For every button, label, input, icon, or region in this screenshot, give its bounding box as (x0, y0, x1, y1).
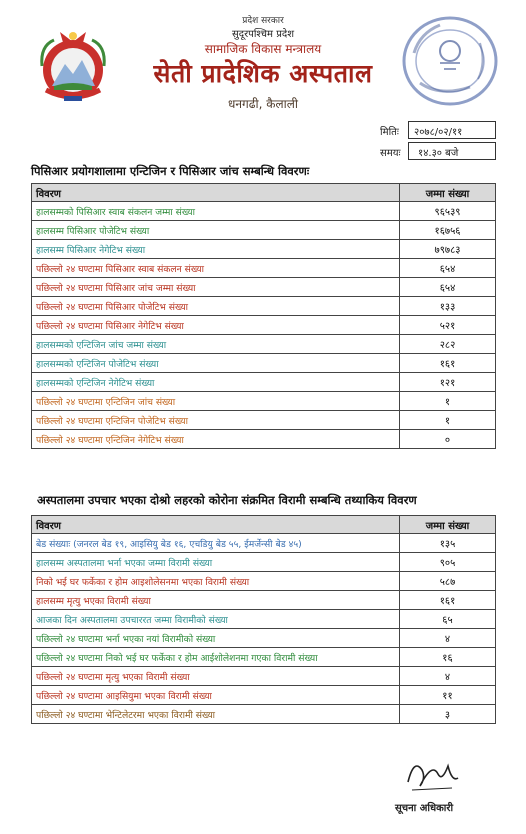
time-value: १४.३० बजे (418, 148, 459, 159)
row-description: पछिल्लो २४ घण्टामा एन्टिजिन पोजेटिभ संख्या (32, 411, 400, 430)
table-row (32, 667, 496, 686)
table-row (32, 648, 496, 667)
row-count: ३ (400, 705, 496, 724)
row-description: बेड संख्याः (जनरल बेड १९, आइसियु बेड १६, एचडियु बेड ५५, ईमर्जेन्सी बेड ४५) (32, 534, 400, 553)
row-description: हालसम्मको एन्टिजिन पोजेटिभ संख्या (32, 354, 400, 373)
row-count: १३३ (400, 297, 496, 316)
row-description: पछिल्लो २४ घण्टामा पिसिआर पोजेटिभ संख्या (32, 297, 400, 316)
table-row (32, 610, 496, 629)
table-row (32, 316, 496, 335)
table-row (32, 705, 496, 724)
row-description: पछिल्लो २४ घण्टामा मृत्यु भएका विरामी संख्या (32, 667, 400, 686)
table-header-row (32, 184, 496, 202)
row-description: हालसम्म पिसिआर नेगेटिभ संख्या (32, 240, 400, 259)
province-label: सुदूरपश्चिम प्रदेश (232, 29, 294, 40)
table-row (32, 534, 496, 553)
row-description: पछिल्लो २४ घण्टामा पिसिआर नेगेटिभ संख्या (32, 316, 400, 335)
table-row (32, 392, 496, 411)
row-count: ६५ (400, 610, 496, 629)
table-row (32, 202, 496, 221)
patient-statistics-table (31, 515, 496, 724)
table-row (32, 278, 496, 297)
date-value: २०७८/०२/११ (414, 127, 463, 138)
row-description: हालसम्म मृत्यु भएका विरामी संख्या (32, 591, 400, 610)
table-row (32, 373, 496, 392)
row-description: पछिल्लो २४ घण्टामा निको भई घर फर्केका र होम आईशोलेशनमा गएका विरामी संख्या (32, 648, 400, 667)
table-header-row (32, 516, 496, 534)
row-count: १६१ (400, 354, 496, 373)
row-description: हालसम्मको पिसिआर स्वाब संकलन जम्मा संख्या (32, 202, 400, 221)
row-count: २८२ (400, 335, 496, 354)
table-row (32, 629, 496, 648)
row-count: ७९७८३ (400, 240, 496, 259)
nepal-emblem-icon (32, 26, 114, 106)
table-row (32, 553, 496, 572)
row-count: ९०५ (400, 553, 496, 572)
government-label: प्रदेश सरकार (242, 16, 284, 26)
row-count: ४ (400, 667, 496, 686)
table-row (32, 297, 496, 316)
information-officer-label: सूचना अधिकारी (395, 803, 454, 814)
row-count: १६१ (400, 591, 496, 610)
row-description: पछिल्लो २४ घण्टामा एन्टिजिन नेगेटिभ संख्या (32, 430, 400, 449)
row-count: १ (400, 411, 496, 430)
row-count: १२१ (400, 373, 496, 392)
table-row (32, 572, 496, 591)
signature-icon (402, 752, 462, 798)
table-row (32, 335, 496, 354)
row-description: आजका दिन अस्पतालमा उपचाररत जम्मा विरामीको संख्या (32, 610, 400, 629)
row-count: ५२१ (400, 316, 496, 335)
row-count: ११ (400, 686, 496, 705)
location-label: धनगढी, कैलाली (228, 97, 298, 111)
table-row (32, 221, 496, 240)
row-description: पछिल्लो २४ घण्टामा भेन्टिलेटरमा भएका विरामी संख्या (32, 705, 400, 724)
row-description: हालसम्मको एन्टिजिन नेगेटिभ संख्या (32, 373, 400, 392)
pcr-antigen-table (31, 183, 496, 449)
row-count: ४ (400, 629, 496, 648)
row-count: ९६५३९ (400, 202, 496, 221)
row-description: हालसम्म पिसिआर पोजेटिभ संख्या (32, 221, 400, 240)
row-description: पछिल्लो २४ घण्टामा एन्टिजिन जांच संख्या (32, 392, 400, 411)
hospital-title: सेती प्रादेशिक अस्पताल (153, 59, 373, 88)
table-row (32, 240, 496, 259)
row-count: १३५ (400, 534, 496, 553)
col-count-header: जम्मा संख्या (400, 184, 496, 202)
row-description: पछिल्लो २४ घण्टामा भर्ना भएका नयां विरामीको संख्या (32, 629, 400, 648)
table-row (32, 430, 496, 449)
row-description: निको भई घर फर्केका र होम आइशोलेसनमा भएका विरामी संख्या (32, 572, 400, 591)
row-description: हालसम्म अस्पतालमा भर्ना भएका जम्मा विरामी संख्या (32, 553, 400, 572)
row-count: ० (400, 430, 496, 449)
hospital-seal-icon (400, 13, 500, 108)
row-description: पछिल्लो २४ घण्टामा पिसिआर स्वाब संकलन संख्या (32, 259, 400, 278)
col-count-header: जम्मा संख्या (400, 516, 496, 534)
row-count: ६५४ (400, 259, 496, 278)
row-count: १ (400, 392, 496, 411)
table-row (32, 686, 496, 705)
row-count: १६७५६ (400, 221, 496, 240)
row-count: ५८७ (400, 572, 496, 591)
row-description: पछिल्लो २४ घण्टामा पिसिआर जांच जम्मा संख्या (32, 278, 400, 297)
col-description-header: विवरण (32, 516, 400, 534)
row-description: पछिल्लो २४ घण्टामा आइसियुमा भएका विरामी संख्या (32, 686, 400, 705)
table-row (32, 354, 496, 373)
ministry-label: सामाजिक विकास मन्त्रालय (204, 42, 322, 56)
section2-title: अस्पतालमा उपचार भएका दोश्रो लहरको कोरोना संक्रमित विरामी सम्बन्धि तथ्याकिय विवरण (37, 493, 417, 507)
section1-title: पिसिआर प्रयोगशालामा एन्टिजिन र पिसिआर जांच सम्बन्धि विवरणः (31, 164, 310, 178)
table-row (32, 259, 496, 278)
row-count: १६ (400, 648, 496, 667)
time-label: समयः (380, 148, 401, 159)
date-label: मितिः (380, 127, 399, 138)
table-row (32, 591, 496, 610)
row-description: हालसम्मको एन्टिजिन जांच जम्मा संख्या (32, 335, 400, 354)
row-count: ६५४ (400, 278, 496, 297)
table-row (32, 411, 496, 430)
col-description-header: विवरण (32, 184, 400, 202)
